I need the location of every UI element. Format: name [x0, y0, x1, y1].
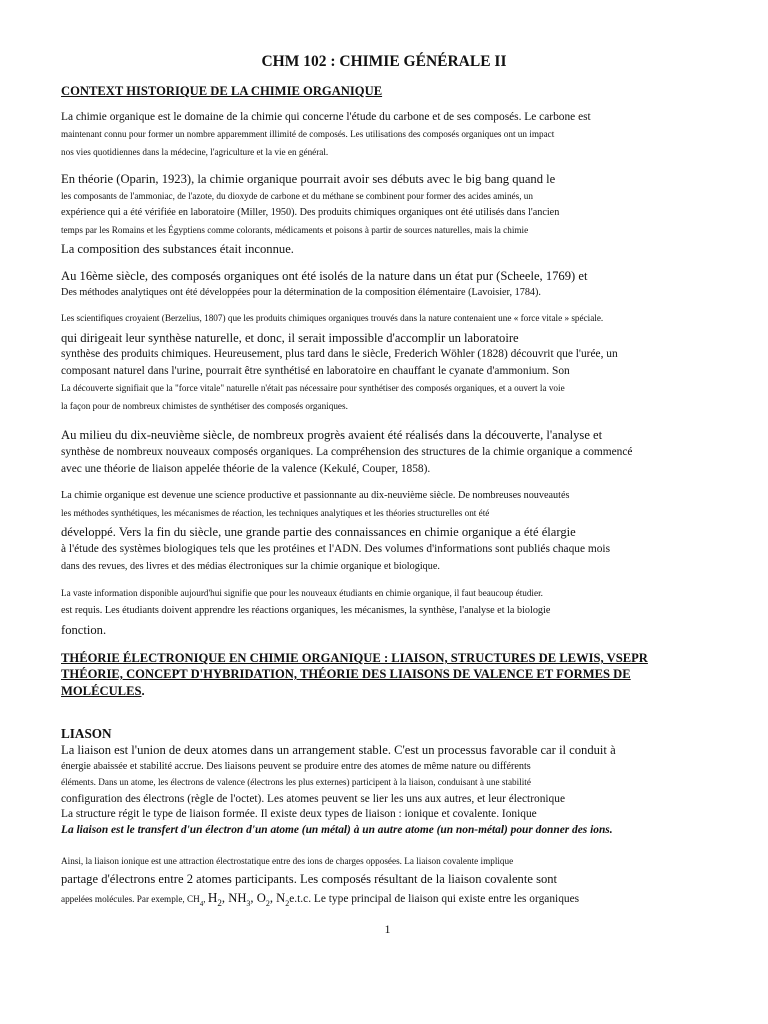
text-line: nos vies quotidiennes dans la médecine, l'agriculture et la vie en général.	[61, 147, 329, 157]
text-line: La découverte signifiait que la "force vitale" naturelle n'était pas nécessaire pour synthétiser des composés organiques, et a ouvert la voie	[61, 383, 565, 393]
text-run: H	[207, 890, 218, 905]
text-line: qui dirigeait leur synthèse naturelle, et donc, il serait impossible d'accomplir un laboratoire	[61, 331, 519, 345]
text-line: La chimie organique est devenue une science productive et passionnante au dix-neuvième siècle. De nombreuses nouveautés	[61, 490, 570, 501]
section-heading-bonding: LIASON	[61, 726, 112, 741]
text-line: expérience qui a été vérifiée en laboratoire (Miller, 1950). Des produits chimiques organiques ont été utilisés dans l'ancien	[61, 207, 560, 218]
text-line: éléments. Dans un atome, les électrons de valence (électrons les plus externes) participent à la liaison, conduisant à une stabilité	[61, 777, 531, 787]
text-line: les méthodes synthétiques, les mécanismes de réaction, les techniques analytiques et les théories structurelles ont été	[61, 508, 490, 518]
text-run: ,	[203, 894, 208, 904]
text-line: La composition des substances était inconnue.	[61, 242, 294, 256]
subscript: 2	[265, 899, 270, 909]
text-line: Ainsi, la liaison ionique est une attraction électrostatique entre des ions de charges opposées. La liaison covalente implique	[61, 856, 514, 866]
text-line: temps par les Romains et les Égyptiens comme colorants, médicaments et poisons à partir de sources naturelles, mais la chimie	[61, 225, 529, 235]
text-run: , O	[250, 891, 266, 905]
subscript: 2	[217, 898, 222, 909]
text-line: La structure régit le type de liaison formée. Il existe deux types de liaison : ionique et covalente. Ionique	[61, 808, 537, 820]
heading-text: MOLÉCULES	[61, 684, 142, 698]
text-line: la façon pour de nombreux chimistes de synthétiser des composés organiques.	[61, 401, 348, 411]
text-line: configuration des électrons (règle de l'octet). Les atomes peuvent se lier les uns aux autres, et leur électronique	[61, 793, 565, 805]
text-line: développé. Vers la fin du siècle, une grande partie des connaissances en chimie organique a été élargie	[61, 525, 576, 539]
text-line: à l'étude des systèmes biologiques tels que les protéines et l'ADN. Des volumes d'informations sont publiés chaque mois	[61, 543, 611, 555]
text-run: appelées molécules. Par exemple, CH	[61, 894, 200, 904]
text-line: synthèse des produits chimiques. Heureusement, plus tard dans le siècle, Frederich Wöhler (1828) découvrit que l'urée, un	[61, 348, 618, 360]
text-line: Au milieu du dix-neuvième siècle, de nombreux progrès avaient été réalisés dans la découverte, l'analyse et	[61, 428, 603, 442]
page-number: 1	[384, 922, 391, 936]
text-line: Les scientifiques croyaient (Berzelius, 1807) que les produits chimiques organiques trouvés dans la nature contenaient une « force vitale » spéciale.	[61, 313, 604, 323]
heading-line	[61, 684, 145, 698]
text-line: Au 16ème siècle, des composés organiques ont été isolés de la nature dans un état pur (Scheele, 1769) et	[61, 269, 588, 283]
heading-line: THÉORIE ÉLECTRONIQUE EN CHIMIE ORGANIQUE : LIAISON, STRUCTURES DE LEWIS, VSEPR	[61, 651, 648, 665]
text-line: composant naturel dans l'urine, pourrait être synthétisé en laboratoire en chauffant le cyanate d'ammonium. Son	[61, 365, 570, 377]
text-line: partage d'électrons entre 2 atomes participants. Les composés résultant de la liaison covalente sont	[61, 872, 558, 886]
text-line: La vaste information disponible aujourd'hui signifie que pour les nouveaux étudiants en chimie organique, il faut beaucoup étudier.	[61, 588, 543, 598]
subscript: 2	[285, 899, 290, 909]
text-line: dans des revues, des livres et des médias électroniques sur la chimie organique et biologique.	[61, 561, 440, 572]
text-line-formulas	[61, 889, 579, 909]
text-line: maintenant connu pour former un nombre apparemment illimité de composés. Les utilisations des composés organiques ont un impact	[61, 129, 555, 139]
text-line: avec une théorie de liaison appelée théorie de la valence (Kekulé, Couper, 1858).	[61, 463, 431, 475]
text-line-emphasis: La liaison est le transfert d'un électron d'un atome (un métal) à un autre atome (un non-métal) pour donner des ions.	[61, 824, 613, 836]
text-line: énergie abaissée et stabilité accrue. Des liaisons peuvent se produire entre des atomes de même nature ou différents	[61, 761, 531, 772]
heading-line: THÉORIE, CONCEPT D'HYBRIDATION, THÉORIE DES LIAISONS DE VALENCE ET FORMES DE	[61, 667, 631, 681]
text-line: En théorie (Oparin, 1923), la chimie organique pourrait avoir ses débuts avec le big bang quand le	[61, 172, 556, 186]
heading-period: .	[141, 684, 145, 698]
text-line: les composants de l'ammoniac, de l'azote, du dioxyde de carbone et du méthane se combinent pour former des acides aminés, un	[61, 191, 533, 201]
text-line: est requis. Les étudiants doivent apprendre les réactions organiques, les mécanismes, la synthèse, l'analyse et la biologie	[61, 605, 551, 616]
subscript: 4	[199, 900, 204, 909]
text-run: e.t.c. Le type principal de liaison qui existe entre les organiques	[289, 893, 580, 905]
subscript: 3	[246, 899, 251, 909]
text-line: synthèse de nombreux nouveaux composés organiques. La compréhension des structures de la chimie organique a commencé	[61, 446, 633, 458]
document-title: CHM 102 : CHIMIE GÉNÉRALE II	[261, 53, 507, 70]
text-line: fonction.	[61, 623, 107, 637]
section-heading-historical-context: CONTEXT HISTORIQUE DE LA CHIMIE ORGANIQUE	[61, 84, 383, 98]
text-line: Des méthodes analytiques ont été développées pour la détermination de la composition élémentaire (Lavoisier, 1784).	[61, 287, 541, 298]
text-line: La chimie organique est le domaine de la chimie qui concerne l'étude du carbone et de ses composés. Le carbone est	[61, 111, 591, 123]
text-run: , N	[269, 891, 286, 905]
text-line: La liaison est l'union de deux atomes dans un arrangement stable. C'est un processus favorable car il conduit à	[61, 743, 616, 757]
text-run: , NH	[221, 891, 247, 905]
